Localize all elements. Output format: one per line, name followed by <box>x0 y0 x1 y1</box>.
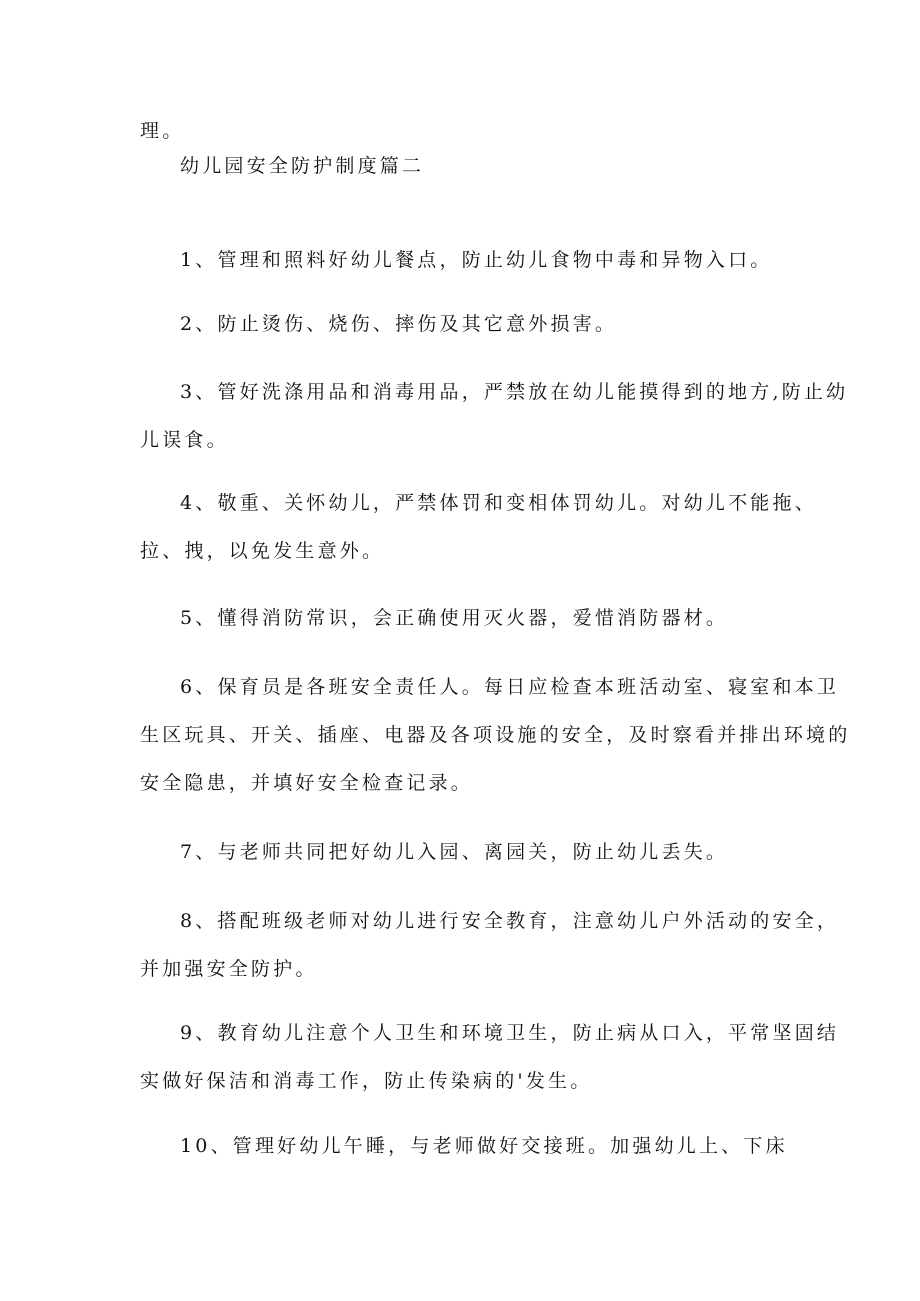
rule-6-line-1: 6、保育员是各班安全责任人。每日应检查本班活动室、寝室和本卫 <box>180 676 840 698</box>
rule-3-line-2: 儿误食。 <box>140 429 229 451</box>
rule-6-line-3: 安全隐患，并填好安全检查记录。 <box>140 772 474 794</box>
rule-8-line-2: 并加强安全防护。 <box>140 958 318 980</box>
rule-9-line-2: 实做好保洁和消毒工作，防止传染病的'发生。 <box>140 1070 593 1092</box>
rule-4-line-1: 4、敬重、关怀幼儿，严禁体罚和变相体罚幼儿。对幼儿不能拖、 <box>180 492 817 514</box>
rule-4-line-2: 拉、拽，以免发生意外。 <box>140 540 385 562</box>
rule-7: 7、与老师共同把好幼儿入园、离园关，防止幼儿丢失。 <box>180 841 729 863</box>
rule-2: 2、防止烫伤、烧伤、摔伤及其它意外损害。 <box>180 313 618 335</box>
rule-9-line-1: 9、教育幼儿注意个人卫生和环境卫生，防止病从口入，平常坚固结 <box>180 1022 840 1044</box>
rule-8-line-1: 8、搭配班级老师对幼儿进行安全教育，注意幼儿户外活动的安全， <box>180 910 840 932</box>
rule-10-line-1: 10、管理好幼儿午睡，与老师做好交接班。加强幼儿上、下床 <box>180 1135 788 1157</box>
rule-5: 5、懂得消防常识，会正确使用灭火器，爱惜消防器材。 <box>180 607 729 629</box>
rule-1: 1、管理和照料好幼儿餐点，防止幼儿食物中毒和异物入口。 <box>180 249 773 271</box>
rule-6-line-2: 生区玩具、开关、插座、电器及各项设施的安全，及时察看并排出环境的 <box>140 724 851 746</box>
rule-3-line-1: 3、管好洗涤用品和消毒用品，严禁放在幼儿能摸得到的地方,防止幼 <box>180 381 849 403</box>
text-line-continuation: 理。 <box>140 120 185 142</box>
section-title: 幼儿园安全防护制度篇二 <box>180 155 425 177</box>
